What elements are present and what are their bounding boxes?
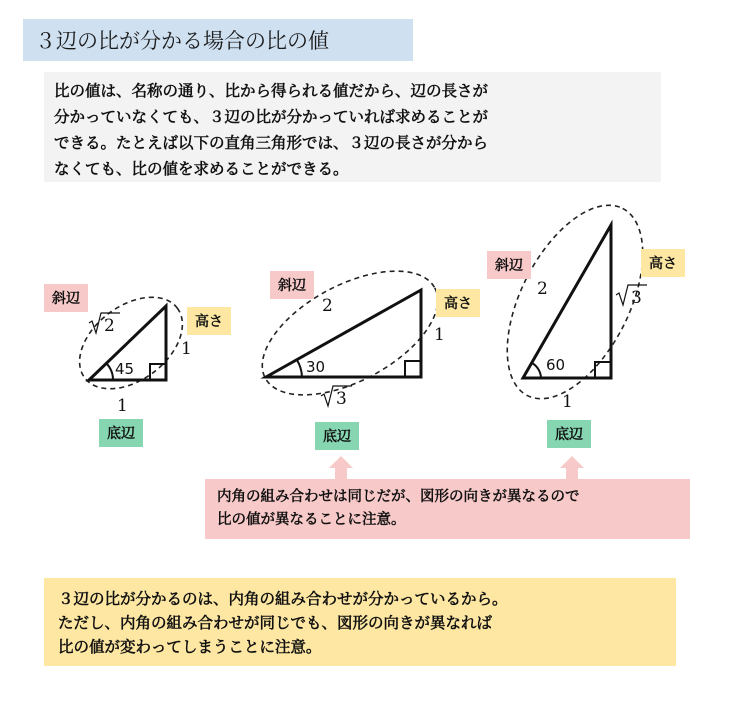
triangle-60	[479, 184, 671, 420]
base-tag	[315, 422, 359, 450]
hyp-radicand: 2	[104, 316, 115, 336]
height-label: 1	[181, 339, 192, 359]
summary-line: ただし、内角の組み合わせが同じでも、図形の向きが異なれば	[58, 614, 493, 632]
summary-line: 比の値が変わってしまうことに注意。	[58, 638, 322, 656]
hypotenuse-tag	[44, 284, 88, 312]
height-label	[616, 285, 647, 308]
hyp-label: 2	[322, 296, 333, 316]
base-label: 1	[562, 392, 573, 412]
base-label	[321, 386, 352, 409]
angle-arc	[106, 363, 113, 380]
angle-label: 45	[115, 360, 135, 378]
orientation-note	[205, 479, 690, 539]
note-line: 比の値が異なることに注意。	[217, 512, 406, 528]
height-tag	[436, 289, 480, 317]
hyp-label: 2	[537, 279, 548, 299]
summary-line: ３辺の比が分かるのは、内角の組み合わせが分かっているから。	[58, 590, 508, 608]
tag-text: 底辺	[323, 429, 351, 445]
intro-line: 分かっていなくても、３辺の比が分かっていれば求めることが	[54, 108, 489, 126]
tag-text: 高さ	[195, 314, 223, 330]
tag-text: 斜辺	[495, 258, 523, 274]
height-radicand: 3	[631, 288, 642, 308]
triangle-shape	[266, 290, 421, 377]
intro-line: 比の値は、名称の通り、比から得られる値だから、辺の長さが	[54, 82, 489, 100]
height-tag	[641, 249, 685, 277]
tag-text: 斜辺	[278, 278, 306, 294]
tag-text: 高さ	[649, 256, 677, 272]
height-tag	[187, 307, 231, 335]
hypotenuse-tag	[487, 251, 531, 279]
base-label: 1	[117, 396, 128, 416]
intro-line: なくても、比の値を求めることができる。	[54, 160, 349, 178]
tag-text: 高さ	[444, 296, 472, 312]
angle-arc	[297, 360, 302, 377]
base-radicand: 3	[336, 389, 347, 409]
angle-label: 30	[306, 358, 326, 376]
tag-text: 斜辺	[52, 291, 80, 307]
height-label: 1	[434, 325, 445, 345]
summary-box	[44, 578, 676, 666]
note-line: 内角の組み合わせは同じだが、図形の向きが異なるので	[217, 489, 580, 505]
base-tag	[99, 419, 143, 447]
angle-arc	[532, 363, 541, 378]
right-angle-mark	[150, 364, 166, 380]
triangle-shape	[523, 225, 611, 378]
intro-line: できる。たとえば以下の直角三角形では、３辺の長さが分から	[54, 134, 489, 152]
angle-label: 60	[546, 356, 566, 374]
tag-text: 底辺	[107, 426, 135, 442]
page-title-text: ３辺の比が分かる場合の比の値	[35, 29, 329, 53]
tag-text: 底辺	[555, 427, 583, 443]
hypotenuse-tag	[270, 271, 314, 299]
right-angle-mark	[405, 361, 421, 377]
base-tag	[547, 420, 591, 448]
hyp-label	[89, 313, 120, 336]
dashed-outline	[479, 184, 671, 420]
